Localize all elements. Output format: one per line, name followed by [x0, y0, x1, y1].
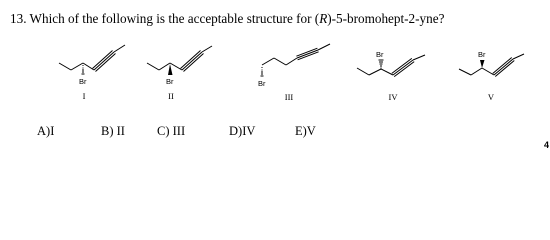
structure-iv	[357, 50, 425, 102]
hashed-wedge-iii	[261, 67, 264, 76]
question-number: 13.	[10, 11, 27, 26]
numeral-iv: IV	[388, 92, 398, 102]
page-marker: 4	[543, 140, 549, 150]
numeral-v: V	[487, 92, 495, 102]
hashed-wedge-i	[82, 65, 85, 74]
choice-b[interactable]: B) II	[101, 124, 125, 138]
structure-iii	[258, 44, 330, 102]
choice-e[interactable]: E)V	[295, 124, 316, 138]
br-label-iii: Br	[258, 79, 266, 88]
choice-d[interactable]: D)IV	[229, 124, 256, 138]
numeral-i: I	[82, 91, 86, 101]
stereo-descriptor: R	[319, 11, 328, 26]
numeral-iii: III	[284, 92, 294, 102]
structure-i	[59, 45, 125, 101]
solid-wedge-v	[480, 60, 485, 68]
hashed-wedge-iv	[379, 60, 384, 68]
br-label-ii: Br	[166, 77, 174, 86]
structure-ii	[147, 46, 212, 101]
br-label-iv: Br	[376, 50, 384, 59]
choice-a[interactable]: A)I	[37, 124, 55, 138]
br-label-i: Br	[79, 77, 87, 86]
br-label-v: Br	[478, 50, 486, 59]
structure-v	[459, 50, 524, 102]
question-stem-end: )-5-bromohept-2-yne?	[327, 11, 445, 26]
question-stem-start: Which of the following is the acceptable structure for (	[29, 11, 320, 26]
numeral-ii: II	[168, 91, 174, 101]
choice-c[interactable]: C) III	[157, 124, 186, 138]
solid-wedge-ii	[168, 64, 173, 75]
